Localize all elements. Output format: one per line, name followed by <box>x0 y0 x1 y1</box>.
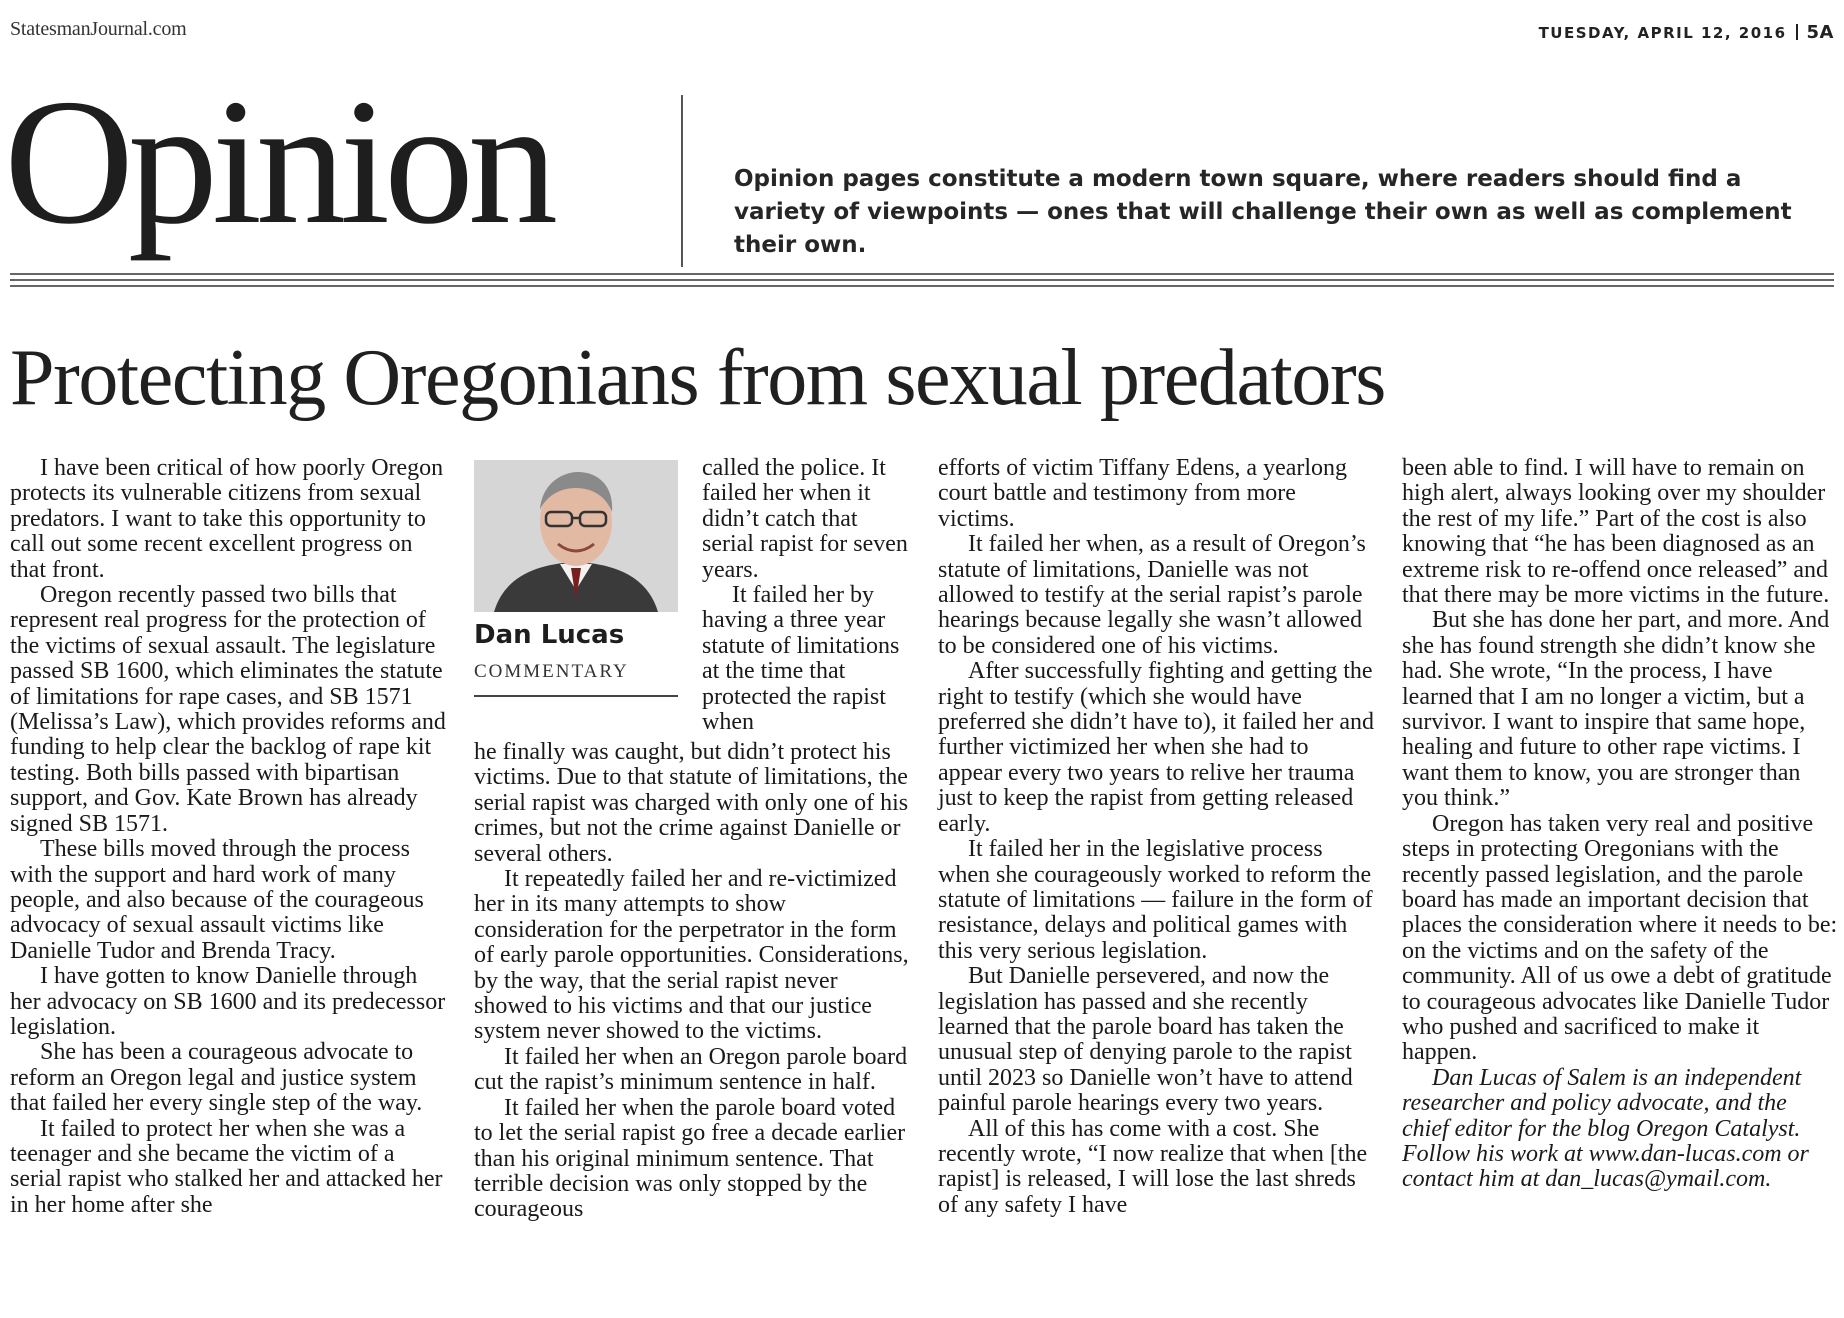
page-number: 5A <box>1806 22 1834 43</box>
paragraph: It failed her when an Oregon parole board cut the rapist’s minimum sentence in half. <box>474 1043 908 1096</box>
paragraph: All of this has come with a cost. She recently wrote, “I now realize that when [the rapist] is released, I will lose the last shreds of any safety I have <box>938 1115 1368 1218</box>
date-divider <box>1796 24 1798 40</box>
date-text: TUESDAY, APRIL 12, 2016 <box>1538 24 1787 42</box>
paragraph: he finally was caught, but didn’t protect his victims. Due to that statute of limitations, the serial rapist was charged with only one of his crimes, but not the crime against Danielle or several others. <box>474 739 909 867</box>
paragraph: It failed her when the parole board voted to let the serial rapist go free a decade earlier than his original minimum sentence. That terrible decision was only stopped by the courageous <box>474 1094 906 1223</box>
paragraph: After successfully fighting and getting the right to testify (which she would have preferred she didn’t have to), it failed her and further victimized her when she had to appear every two years to relive her trauma just to keep the rapist from getting released early. <box>938 658 1375 837</box>
paragraph: It failed her when, as a result of Oregon’s statute of limitations, Danielle was not allowed to testify at the serial rapist’s parole hearings because legally she wasn’t allowed to be considered one of his victims. <box>938 531 1366 659</box>
article-column-4 <box>1402 456 1838 1193</box>
header-rule <box>10 285 1834 287</box>
paragraph: It repeatedly failed her and re-victimized her in its many attempts to show consideration for the perpetrator in the form of early parole opportunities. Considerations, by the way, that the serial rapist never showed to his victims and that our justice system never showed to the victims. <box>474 866 909 1045</box>
paragraph: She has been a courageous advocate to reform an Oregon legal and justice system that failed her every single step of the way. <box>10 1039 423 1117</box>
paragraph: Oregon recently passed two bills that represent real progress for the protection of the victims of sexual assault. The legislature passed SB 1600, which eliminates the statute of limitations for rape cases, and SB 1571 (Melissa’s Law), which provides reforms and funding to help clear the backlog of rape kit testing. Both bills passed with bipartisan support, and Gov. Kate Brown has already signed SB 1571. <box>10 582 446 837</box>
issue-date <box>1539 22 1834 43</box>
paragraph: efforts of victim Tiffany Edens, a yearlong court battle and testimony from more victims. <box>938 455 1348 532</box>
byline-rule <box>474 695 678 697</box>
section-tagline: Opinion pages constitute a modern town square, where readers should find a variety of viewpoints — ones that will challenge their own as well as complement their own. <box>734 166 1792 258</box>
article-column-3 <box>938 456 1378 1218</box>
paragraph: But Danielle persevered, and now the legislation has passed and she recently learned that the parole board has taken the unusual step of denying parole to the rapist until 2023 so Danielle won’t have to attend painful parole hearings every two years. <box>938 963 1353 1117</box>
paragraph: It failed her by having a three year statute of limitations at the time that protected the rapist when <box>702 582 900 736</box>
paragraph: been able to find. I will have to remain on high alert, always looking over my shoulder the rest of my life.” Part of the cost is also knowing that “he has been diagnosed as an extreme risk to re-offend once released” and that there may be more victims in the future. <box>1402 455 1830 609</box>
header-rule <box>10 279 1834 281</box>
article-column-2-top <box>702 456 914 735</box>
paragraph: Oregon has taken very real and positive steps in protecting Oregonians with the recently passed legislation, and the parole board has made an important decision that places the consideration where it needs to be: on the victims and on the safety of the community. All of us owe a debt of gratitude to courageous advocates like Danielle Tudor who pushed and sacrificed to make it happen. <box>1402 810 1838 1066</box>
author-photo <box>474 460 678 612</box>
paragraph: I have been critical of how poorly Oregon protects its vulnerable citizens from sexual predators. I want to take this opportunity to call out some recent excellent progress on that front. <box>10 455 444 583</box>
author-name: Dan Lucas <box>474 620 625 650</box>
paragraph: But she has done her part, and more. And she has found strength she didn’t know she had. She wrote, “In the process, I have learned that I am no longer a victim, but a survivor. I want to inspire that same hope, healing and future to other rape victims. I want them to know, you are stronger than you think.” <box>1402 607 1830 812</box>
paragraph: These bills moved through the process with the support and hard work of many people, and also because of the courageous advocacy of sexual assault victims like Danielle Tudor and Brenda Tracy. <box>10 836 424 964</box>
paragraph: I have gotten to know Danielle through her advocacy on SB 1600 and its predecessor legislation. <box>10 963 446 1040</box>
author-portrait-image <box>474 460 678 612</box>
header-rule <box>10 273 1834 275</box>
article-column-1 <box>10 456 450 1218</box>
section-title: Opinion <box>4 62 553 261</box>
paragraph: It failed her in the legislative process when she courageously worked to reform the statute of limitations — failure in the form of resistance, delays and political games with this very serious legislation. <box>938 836 1373 964</box>
site-name: StatesmanJournal.com <box>10 18 187 40</box>
paragraph: It failed to protect her when she was a teenager and she became the victim of a serial rapist who stalked her and attacked her in her home after she <box>10 1115 443 1218</box>
article-column-2-bottom <box>474 740 914 1223</box>
article-headline: Protecting Oregonians from sexual predators <box>10 334 1385 422</box>
author-bio: Dan Lucas of Salem is an independent researcher and policy advocate, and the chief editor for the blog Oregon Catalyst. Follow his work at www.dan-lucas.com or contact him at dan_lucas@ymail.com. <box>1402 1064 1809 1193</box>
section-divider <box>681 95 683 267</box>
paragraph: called the police. It failed her when it didn’t catch that serial rapist for seven years. <box>702 455 908 583</box>
author-role: COMMENTARY <box>474 661 629 682</box>
